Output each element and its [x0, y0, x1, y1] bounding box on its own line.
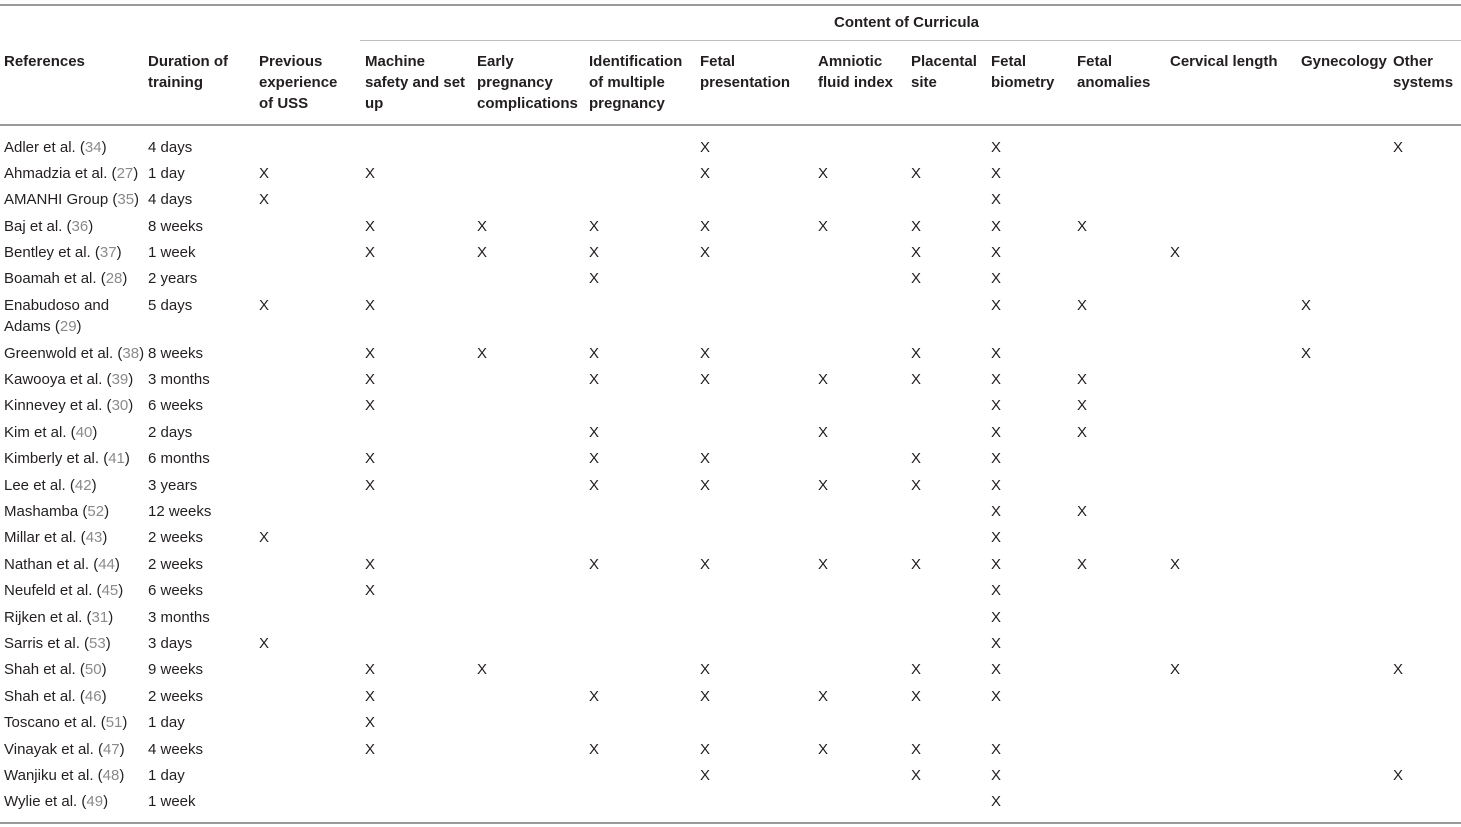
citation-number: 51	[105, 714, 123, 731]
content-mark: X	[911, 741, 922, 758]
content-mark: X	[589, 371, 600, 388]
reference-text: Bentley et al. (	[4, 244, 100, 261]
citation-close: )	[105, 635, 111, 652]
content-mark: X	[365, 661, 376, 678]
duration-cell: 3 years	[148, 477, 198, 494]
content-mark: X	[818, 741, 829, 758]
reference-text: Shah et al. (	[4, 661, 85, 678]
content-mark: X	[1170, 661, 1181, 678]
content-mark: X	[365, 741, 376, 758]
citation-number: 42	[74, 477, 92, 494]
reference-cell	[4, 791, 108, 812]
content-mark: X	[1077, 424, 1088, 441]
citation-number: 41	[108, 450, 125, 467]
reference-text: Millar et al. (	[4, 529, 86, 546]
duration-cell: 1 day	[148, 714, 185, 731]
content-mark: X	[991, 793, 1002, 810]
content-mark: X	[589, 270, 600, 287]
column-header: Placental site	[911, 53, 977, 91]
citation-close: )	[124, 450, 130, 467]
content-mark: X	[700, 218, 711, 235]
citation-close: )	[118, 582, 124, 599]
content-mark: X	[365, 397, 376, 414]
reference-text: Nathan et al. (	[4, 556, 99, 573]
content-mark: X	[818, 477, 829, 494]
column-header: Cervical length	[1170, 53, 1278, 70]
citation-close: )	[91, 477, 97, 494]
duration-cell: 1 day	[148, 767, 185, 784]
reference-text: Ahmadzia et al. (	[4, 165, 117, 182]
citation-close: )	[139, 345, 145, 362]
duration-cell: 2 weeks	[148, 556, 204, 573]
content-mark: X	[991, 397, 1002, 414]
content-mark: X	[991, 424, 1002, 441]
column-header: Fetal biometry	[991, 53, 1055, 91]
content-mark: X	[991, 345, 1002, 362]
content-mark: X	[1077, 218, 1088, 235]
citation-number: 29	[59, 318, 77, 335]
citation-close: )	[128, 397, 134, 414]
duration-cell: 3 months	[148, 609, 210, 626]
reference-cell	[4, 475, 97, 496]
reference-text: AMANHI Group (	[4, 191, 118, 208]
reference-cell	[4, 422, 97, 443]
content-mark: X	[365, 244, 376, 261]
column-header: Previous experience of USS	[259, 53, 338, 112]
reference-cell	[4, 163, 138, 184]
reference-cell	[4, 633, 111, 654]
citation-number: 36	[71, 218, 89, 235]
citation-number: 39	[111, 371, 129, 388]
content-mark: X	[589, 477, 600, 494]
content-mark: X	[589, 450, 600, 467]
duration-cell: 3 days	[148, 635, 193, 652]
content-mark: X	[1170, 244, 1181, 261]
citation-close: )	[102, 529, 108, 546]
citation-close: )	[134, 191, 140, 208]
content-mark: X	[477, 218, 488, 235]
content-mark: X	[700, 345, 711, 362]
content-mark: X	[991, 139, 1002, 156]
content-mark: X	[1393, 767, 1404, 784]
duration-cell: 1 day	[148, 165, 185, 182]
content-mark: X	[259, 191, 270, 208]
content-mark: X	[911, 371, 922, 388]
citation-number: 48	[102, 767, 120, 784]
content-mark: X	[991, 244, 1002, 261]
content-mark: X	[365, 688, 376, 705]
citation-number: 40	[75, 424, 93, 441]
citation-close: )	[119, 741, 125, 758]
citation-close: )	[88, 218, 94, 235]
citation-number: 27	[116, 165, 134, 182]
citation-number: 31	[91, 609, 109, 626]
citation-close: )	[133, 165, 139, 182]
duration-cell: 5 days	[148, 297, 193, 314]
group-header: Content of Curricula	[834, 14, 979, 31]
content-mark: X	[365, 297, 376, 314]
content-mark: X	[700, 165, 711, 182]
reference-text: Vinayak et al. (	[4, 741, 103, 758]
content-mark: X	[1393, 139, 1404, 156]
content-mark: X	[991, 661, 1002, 678]
column-header: Other systems	[1393, 53, 1454, 91]
content-mark: X	[259, 165, 270, 182]
content-mark: X	[818, 218, 829, 235]
reference-cell	[4, 607, 113, 628]
reference-cell	[4, 295, 109, 337]
column-header: References	[4, 53, 85, 70]
content-mark: X	[477, 345, 488, 362]
content-mark: X	[700, 477, 711, 494]
reference-text: Rijken et al. (	[4, 609, 92, 626]
content-mark: X	[991, 218, 1002, 235]
reference-text: Neufeld et al. (	[4, 582, 102, 599]
content-mark: X	[589, 424, 600, 441]
reference-cell	[4, 189, 139, 210]
table-top-rule	[0, 4, 1461, 6]
citation-number: 45	[101, 582, 119, 599]
content-mark: X	[365, 165, 376, 182]
citation-close: )	[116, 244, 122, 261]
content-mark: X	[991, 767, 1002, 784]
citation-close: )	[128, 371, 134, 388]
reference-cell	[4, 395, 133, 416]
reference-cell	[4, 268, 127, 289]
content-mark: X	[991, 582, 1002, 599]
content-mark: X	[1077, 371, 1088, 388]
content-mark: X	[991, 450, 1002, 467]
reference-cell	[4, 712, 127, 733]
reference-cell	[4, 501, 109, 522]
content-mark: X	[991, 635, 1002, 652]
content-mark: X	[700, 741, 711, 758]
column-header: Gynecology	[1301, 53, 1387, 70]
content-mark: X	[259, 529, 270, 546]
content-mark: X	[365, 371, 376, 388]
column-header: Duration of training	[148, 53, 228, 91]
content-mark: X	[365, 556, 376, 573]
content-mark: X	[991, 556, 1002, 573]
content-mark: X	[365, 477, 376, 494]
reference-text: Lee et al. (	[4, 477, 75, 494]
content-mark: X	[365, 345, 376, 362]
content-mark: X	[700, 688, 711, 705]
content-mark: X	[700, 450, 711, 467]
duration-cell: 4 weeks	[148, 741, 204, 758]
content-mark: X	[700, 244, 711, 261]
content-mark: X	[911, 661, 922, 678]
citation-number: 46	[84, 688, 102, 705]
duration-cell: 6 weeks	[148, 397, 204, 414]
content-mark: X	[589, 244, 600, 261]
duration-cell: 2 weeks	[148, 529, 204, 546]
reference-cell	[4, 554, 120, 575]
duration-cell: 12 weeks	[148, 503, 212, 520]
content-mark: X	[589, 556, 600, 573]
content-mark: X	[1301, 345, 1312, 362]
content-mark: X	[911, 218, 922, 235]
reference-text: Wylie et al. (	[4, 793, 87, 810]
content-mark: X	[991, 477, 1002, 494]
content-mark: X	[589, 345, 600, 362]
duration-cell: 2 days	[148, 424, 193, 441]
reference-text: Kim et al. (	[4, 424, 76, 441]
content-mark: X	[589, 688, 600, 705]
reference-text: Kinnevey et al. (	[4, 397, 112, 414]
duration-cell: 8 weeks	[148, 218, 204, 235]
reference-text: Kawooya et al. (	[4, 371, 112, 388]
content-mark: X	[1077, 297, 1088, 314]
reference-text: Toscano et al. (	[4, 714, 106, 731]
content-mark: X	[818, 165, 829, 182]
reference-cell	[4, 659, 107, 680]
reference-cell	[4, 686, 107, 707]
content-mark: X	[1170, 556, 1181, 573]
citation-number: 28	[105, 270, 123, 287]
citation-number: 50	[84, 661, 102, 678]
content-mark: X	[700, 556, 711, 573]
citation-number: 43	[85, 529, 103, 546]
content-mark: X	[911, 165, 922, 182]
content-mark: X	[991, 688, 1002, 705]
citation-number: 47	[102, 741, 120, 758]
duration-cell: 6 months	[148, 450, 210, 467]
duration-cell: 2 years	[148, 270, 198, 287]
content-mark: X	[911, 767, 922, 784]
content-mark: X	[818, 688, 829, 705]
duration-cell: 8 weeks	[148, 345, 204, 362]
content-mark: X	[991, 741, 1002, 758]
content-mark: X	[911, 688, 922, 705]
citation-close: )	[101, 661, 107, 678]
citation-close: )	[114, 556, 120, 573]
content-mark: X	[818, 371, 829, 388]
content-mark: X	[1393, 661, 1404, 678]
duration-cell: 9 weeks	[148, 661, 204, 678]
citation-number: 53	[89, 635, 106, 652]
content-mark: X	[700, 139, 711, 156]
content-mark: X	[1077, 397, 1088, 414]
content-mark: X	[991, 297, 1002, 314]
content-mark: X	[911, 345, 922, 362]
reference-text: Baj et al. (	[4, 218, 72, 235]
column-header: Fetal anomalies	[1077, 53, 1151, 91]
column-header: Amniotic fluid index	[818, 53, 893, 91]
duration-cell: 4 days	[148, 191, 193, 208]
duration-cell: 1 week	[148, 793, 196, 810]
table-bottom-rule	[0, 822, 1461, 824]
duration-cell: 3 months	[148, 371, 210, 388]
content-mark: X	[911, 556, 922, 573]
content-mark: X	[365, 582, 376, 599]
content-mark: X	[365, 450, 376, 467]
column-header: Machine safety and set up	[365, 53, 466, 112]
duration-cell: 4 days	[148, 139, 193, 156]
content-mark: X	[1077, 503, 1088, 520]
content-mark: X	[991, 270, 1002, 287]
reference-cell	[4, 137, 107, 158]
column-header: Early pregnancy complications	[477, 53, 578, 112]
duration-cell: 1 week	[148, 244, 196, 261]
content-mark: X	[589, 741, 600, 758]
citation-close: )	[103, 793, 109, 810]
reference-cell	[4, 448, 130, 469]
citation-close: )	[119, 767, 125, 784]
header-rule	[0, 124, 1461, 126]
reference-cell	[4, 765, 124, 786]
reference-cell	[4, 343, 144, 364]
content-mark: X	[259, 635, 270, 652]
reference-cell	[4, 242, 122, 263]
citation-close: )	[101, 688, 107, 705]
reference-text: Sarris et al. (	[4, 635, 90, 652]
content-mark: X	[991, 165, 1002, 182]
content-mark: X	[991, 371, 1002, 388]
content-mark: X	[700, 661, 711, 678]
citation-close: )	[101, 139, 107, 156]
reference-text: Wanjiku et al. (	[4, 767, 103, 784]
citation-close: )	[104, 503, 110, 520]
citation-close: )	[92, 424, 98, 441]
content-mark: X	[259, 297, 270, 314]
content-mark: X	[477, 244, 488, 261]
content-mark: X	[700, 767, 711, 784]
content-mark: X	[818, 556, 829, 573]
group-header-rule	[360, 40, 1461, 41]
content-mark: X	[477, 661, 488, 678]
reference-cell	[4, 369, 133, 390]
reference-text: Kimberly et al. (	[4, 450, 109, 467]
content-mark: X	[911, 477, 922, 494]
reference-text: Shah et al. (	[4, 688, 85, 705]
content-mark: X	[818, 424, 829, 441]
content-mark: X	[911, 450, 922, 467]
citation-number: 44	[98, 556, 115, 573]
column-header: Identification of multiple pregnancy	[589, 53, 683, 112]
reference-text: Boamah et al. (	[4, 270, 106, 287]
content-mark: X	[1077, 556, 1088, 573]
citation-close: )	[76, 318, 82, 335]
content-mark: X	[911, 244, 922, 261]
citation-close: )	[122, 270, 128, 287]
citation-number: 34	[84, 139, 102, 156]
citation-number: 52	[87, 503, 105, 520]
citation-number: 30	[111, 397, 129, 414]
content-mark: X	[589, 218, 600, 235]
reference-cell	[4, 216, 93, 237]
content-mark: X	[991, 191, 1002, 208]
content-mark: X	[365, 714, 376, 731]
content-mark: X	[991, 609, 1002, 626]
reference-text: Greenwold et al. (	[4, 345, 123, 362]
reference-text: Mashamba (	[4, 503, 88, 520]
reference-text: Adler et al. (	[4, 139, 85, 156]
reference-text: Enabudoso and Adams (	[4, 297, 110, 335]
duration-cell: 6 weeks	[148, 582, 204, 599]
column-header: Fetal presentation	[700, 53, 791, 91]
content-mark: X	[700, 371, 711, 388]
content-mark: X	[1301, 297, 1312, 314]
reference-cell	[4, 527, 107, 548]
citation-number: 49	[86, 793, 104, 810]
duration-cell: 2 weeks	[148, 688, 204, 705]
content-mark: X	[911, 270, 922, 287]
content-mark: X	[991, 503, 1002, 520]
citation-close: )	[108, 609, 114, 626]
reference-cell	[4, 739, 125, 760]
citation-number: 35	[117, 191, 135, 208]
citation-number: 38	[122, 345, 140, 362]
content-mark: X	[991, 529, 1002, 546]
citation-close: )	[122, 714, 128, 731]
reference-cell	[4, 580, 123, 601]
citation-number: 37	[99, 244, 117, 261]
content-mark: X	[365, 218, 376, 235]
